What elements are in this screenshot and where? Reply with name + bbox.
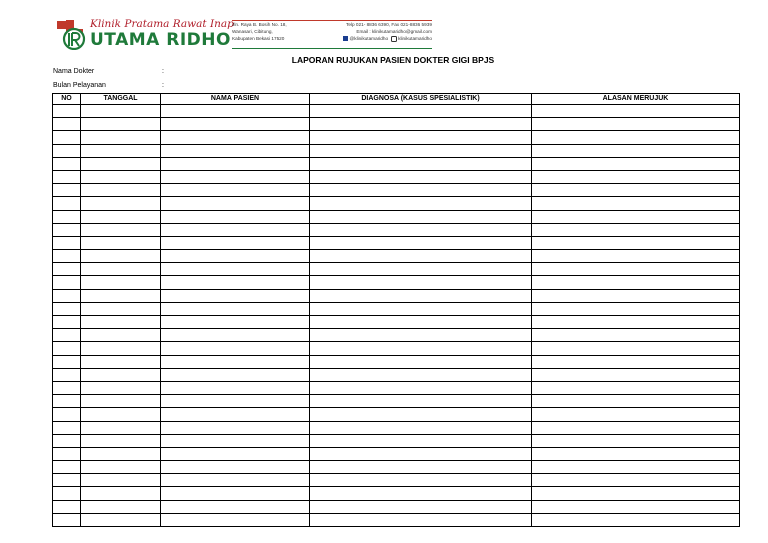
table-cell [161,250,310,263]
doctor-name-field [53,68,164,75]
table-cell [161,381,310,394]
table-cell [532,447,740,460]
table-cell [310,157,532,170]
table-cell [310,263,532,276]
table-cell [532,408,740,421]
clinic-logo-icon [56,20,86,50]
table-cell [310,487,532,500]
table-cell [532,210,740,223]
table-cell [161,236,310,249]
table-row [53,210,740,223]
table-cell [532,421,740,434]
table-row [53,474,740,487]
table-cell [310,316,532,329]
clinic-subtitle: Klinik Pratama Rawat Inap [90,18,234,30]
column-header-diagnosis: DIAGNOSA (KASUS SPESIALISTIK) [310,94,532,105]
table-cell [532,316,740,329]
table-cell [310,395,532,408]
table-cell [161,316,310,329]
instagram-icon [391,36,397,42]
table-cell [532,263,740,276]
table-cell [81,355,161,368]
table-cell [161,210,310,223]
table-row [53,144,740,157]
table-cell [81,302,161,315]
table-cell [161,131,310,144]
table-cell [161,421,310,434]
header-divider-green [232,48,432,49]
table-cell [53,342,81,355]
email-address: Email : klinikutamaridho@gmail.com [356,29,432,34]
table-row [53,170,740,183]
table-cell [53,144,81,157]
table-cell [53,157,81,170]
table-cell [532,302,740,315]
table-cell [310,474,532,487]
table-row [53,329,740,342]
table-cell [532,329,740,342]
table-cell [53,302,81,315]
table-cell [532,170,740,183]
table-cell [532,223,740,236]
table-cell [53,250,81,263]
table-cell [81,289,161,302]
table-cell [81,236,161,249]
table-cell [53,395,81,408]
table-cell [532,474,740,487]
table-header-row [53,94,740,105]
table-cell [310,197,532,210]
table-cell [161,447,310,460]
table-cell [81,170,161,183]
column-header-date: TANGGAL [81,94,161,105]
table-row [53,302,740,315]
table-cell [161,144,310,157]
table-cell [161,157,310,170]
table-cell [161,368,310,381]
table-cell [53,500,81,513]
table-cell [310,421,532,434]
table-cell [53,408,81,421]
table-cell [161,263,310,276]
table-cell [310,170,532,183]
table-cell [532,500,740,513]
table-cell [81,461,161,474]
table-cell [53,421,81,434]
table-cell [310,355,532,368]
table-cell [81,131,161,144]
table-row [53,513,740,526]
table-cell [53,289,81,302]
table-cell [532,381,740,394]
table-row [53,447,740,460]
table-row [53,236,740,249]
table-cell [310,250,532,263]
table-cell [161,434,310,447]
table-cell [532,395,740,408]
table-cell [53,447,81,460]
table-row [53,408,740,421]
table-row [53,105,740,118]
table-cell [53,461,81,474]
address-line: Kabupaten Bekasi 17520 [232,36,285,41]
table-cell [81,421,161,434]
table-row [53,197,740,210]
table-row [53,276,740,289]
table-row [53,368,740,381]
table-cell [53,474,81,487]
table-cell [161,170,310,183]
table-cell [53,236,81,249]
table-cell [81,342,161,355]
table-cell [53,184,81,197]
table-cell [161,184,310,197]
clinic-contact [316,21,432,42]
table-row [53,395,740,408]
table-cell [532,461,740,474]
table-cell [81,487,161,500]
table-cell [532,131,740,144]
table-row [53,118,740,131]
column-header-referral-reason: ALASAN MERUJUK [532,94,740,105]
table-cell [310,276,532,289]
table-cell [53,487,81,500]
table-row [53,355,740,368]
table-cell [81,144,161,157]
table-cell [310,342,532,355]
table-cell [81,210,161,223]
table-cell [53,276,81,289]
table-cell [310,500,532,513]
table-cell [310,434,532,447]
table-cell [53,329,81,342]
referral-table [52,93,740,527]
table-cell [81,500,161,513]
table-cell [81,474,161,487]
clinic-name: UTAMA RIDHO [90,30,231,50]
table-row [53,487,740,500]
table-cell [81,316,161,329]
table-cell [532,197,740,210]
table-cell [53,197,81,210]
table-cell [310,210,532,223]
table-cell [310,461,532,474]
table-cell [532,355,740,368]
table-cell [532,105,740,118]
table-cell [532,276,740,289]
table-row [53,381,740,394]
doctor-name-colon: : [162,68,164,75]
table-cell [310,289,532,302]
column-header-patient-name: NAMA PASIEN [161,94,310,105]
table-cell [81,368,161,381]
table-cell [161,118,310,131]
table-cell [81,329,161,342]
table-row [53,342,740,355]
phone-fax: Telp 021- 8836 6390, Fax 021-8836 5939 [345,22,432,27]
table-row [53,289,740,302]
instagram-handle: klinikutamaridho [398,36,432,41]
table-cell [310,381,532,394]
table-cell [53,513,81,526]
table-cell [161,302,310,315]
table-cell [161,513,310,526]
table-cell [161,276,310,289]
table-body [53,105,740,527]
table-cell [310,368,532,381]
table-cell [53,118,81,131]
table-cell [81,513,161,526]
table-cell [310,223,532,236]
table-cell [81,105,161,118]
table-row [53,434,740,447]
table-cell [81,434,161,447]
table-cell [161,474,310,487]
table-cell [53,170,81,183]
table-cell [532,289,740,302]
table-cell [310,447,532,460]
table-cell [161,197,310,210]
table-cell [53,263,81,276]
table-cell [81,395,161,408]
table-cell [53,131,81,144]
facebook-icon [343,36,348,41]
table-cell [532,368,740,381]
table-cell [81,263,161,276]
table-cell [81,276,161,289]
table-cell [310,302,532,315]
table-cell [161,395,310,408]
table-cell [532,513,740,526]
table-row [53,184,740,197]
clinic-address [232,21,287,42]
table-cell [310,118,532,131]
address-line: Wanasari, Cibitung, [232,29,273,34]
table-cell [532,487,740,500]
table-cell [81,447,161,460]
table-cell [81,250,161,263]
table-cell [161,342,310,355]
table-cell [53,368,81,381]
service-month-label: Bulan Pelayanan [53,82,106,89]
table-cell [81,118,161,131]
table-row [53,421,740,434]
table-cell [161,487,310,500]
table-cell [310,513,532,526]
table-cell [53,105,81,118]
report-title: LAPORAN RUJUKAN PASIEN DOKTER GIGI BPJS [291,55,495,65]
table-row [53,131,740,144]
address-line: Jln. Raya B. Bosih No. 18, [232,22,287,27]
table-cell [81,197,161,210]
table-row [53,500,740,513]
table-cell [161,329,310,342]
social-handles [316,35,432,42]
table-cell [161,223,310,236]
table-cell [53,381,81,394]
table-cell [532,342,740,355]
table-cell [310,184,532,197]
table-cell [81,223,161,236]
table-cell [532,250,740,263]
table-cell [53,434,81,447]
column-header-no: NO [53,94,81,105]
table-row [53,223,740,236]
facebook-handle: @klinikutamaridho [349,36,389,41]
table-cell [81,381,161,394]
table-cell [532,118,740,131]
table-cell [53,223,81,236]
doctor-name-label: Nama Dokter [53,68,95,75]
table-cell [161,289,310,302]
table-row [53,157,740,170]
table-cell [532,434,740,447]
table-row [53,461,740,474]
table-cell [53,355,81,368]
table-row [53,263,740,276]
table-cell [532,184,740,197]
table-cell [310,329,532,342]
table-cell [161,500,310,513]
table-cell [532,157,740,170]
table-cell [53,316,81,329]
table-row [53,316,740,329]
table-cell [161,461,310,474]
service-month-field [53,82,164,89]
table-row [53,250,740,263]
table-cell [161,408,310,421]
table-cell [532,236,740,249]
table-cell [53,210,81,223]
table-cell [532,144,740,157]
table-cell [161,355,310,368]
table-cell [81,408,161,421]
table-cell [161,105,310,118]
table-cell [310,131,532,144]
table-cell [310,236,532,249]
table-cell [310,408,532,421]
service-month-colon: : [162,82,164,89]
table-cell [81,157,161,170]
table-cell [310,105,532,118]
clinic-letterhead [56,18,436,52]
table-cell [310,144,532,157]
table-cell [81,184,161,197]
